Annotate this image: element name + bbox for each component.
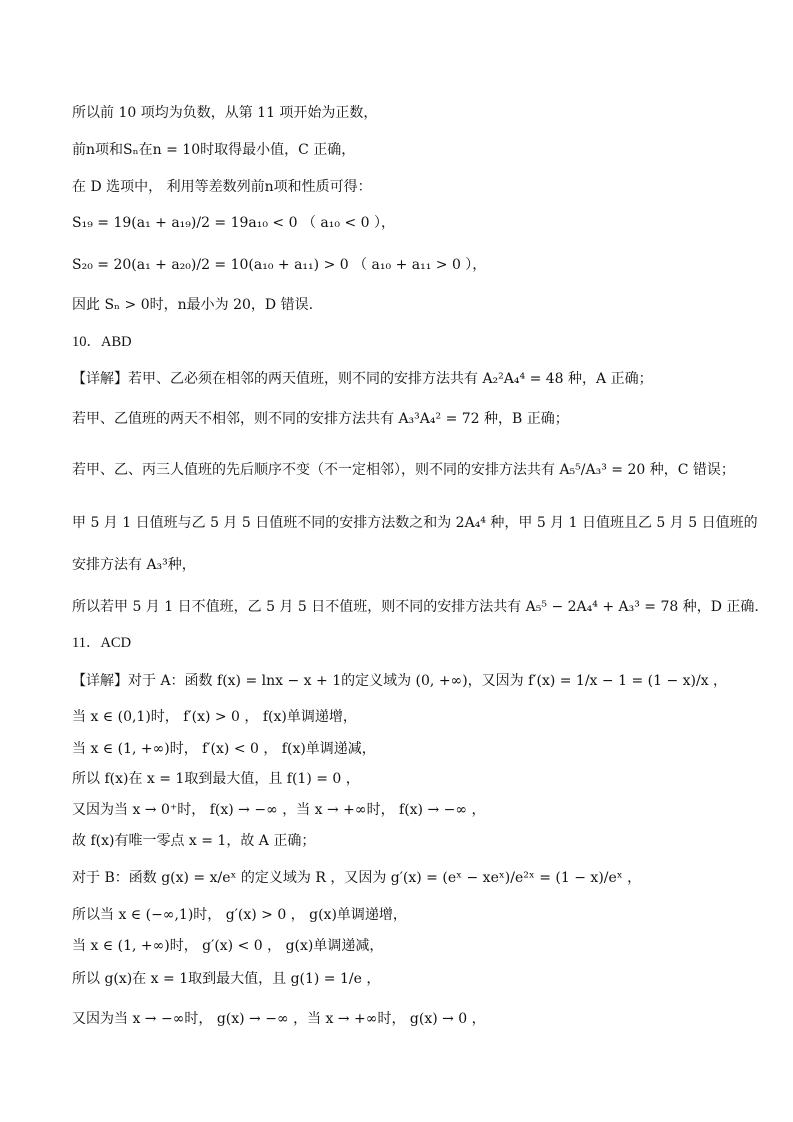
text-line: 所以前 10 项均为负数，从第 11 项开始为正数，	[72, 105, 378, 121]
text-line: 又因为当 x → −∞时， g(x) → −∞ ，当 x → +∞时， g(x) → 0 ，	[72, 1011, 486, 1027]
text-line: 因此 Sₙ > 0时，n最小为 20，D 错误.	[72, 297, 314, 313]
text-line: 又因为当 x → 0⁺时， f(x) → −∞ ，当 x → +∞时， f(x) → −∞ ，	[72, 802, 486, 818]
text-line: 前n项和Sₙ在n = 10时取得最小值，C 正确，	[72, 142, 356, 158]
text-line: 当 x ∈ (1, +∞)时， g′(x) < 0 ， g(x)单调递减，	[72, 938, 384, 954]
text-line: 当 x ∈ (0,1)时， f′(x) > 0 ， f(x)单调递增，	[72, 709, 357, 725]
formula-line: S₂₀ = 20(a₁ + a₂₀)/2 = 10(a₁₀ + a₁₁) > 0 （ a₁₀ + a₁₁ > 0 ），	[72, 257, 487, 273]
answer-heading: 10．ABD	[72, 334, 132, 350]
text-line: 安排方法有 A₃³种，	[72, 557, 196, 573]
formula-line: 【详解】对于 A：函数 f(x) = lnx − x + 1的定义域为 (0, +∞)，又因为 f′(x) = 1/x − 1 = (1 − x)/x ，	[72, 673, 728, 689]
text-line: 故 f(x)有唯一零点 x = 1，故 A 正确；	[72, 833, 316, 849]
text-line: 若甲、乙、丙三人值班的先后顺序不变（不一定相邻），则不同的安排方法共有 A₅⁵/A₃³ = 20 种，C 错误；	[72, 462, 735, 478]
formula-line: 对于 B：函数 g(x) = x/eˣ 的定义域为 R ，又因为 g′(x) = (eˣ − xeˣ)/e²ˣ = (1 − x)/eˣ ，	[72, 870, 642, 886]
text-line: 在 D 选项中， 利用等差数列前n项和性质可得：	[72, 179, 372, 195]
text-line: 【详解】若甲、乙必须在相邻的两天值班，则不同的安排方法共有 A₂²A₄⁴ = 48 种，A 正确；	[72, 371, 653, 387]
text-line: 所以当 x ∈ (−∞,1)时， g′(x) > 0 ， g(x)单调递增，	[72, 907, 407, 923]
answer-heading: 11．ACD	[72, 635, 132, 651]
text-line: 若甲、乙值班的两天不相邻，则不同的安排方法共有 A₃³A₄² = 72 种，B 正确；	[72, 411, 569, 427]
formula-line: 所以 g(x)在 x = 1取到最大值，且 g(1) = 1/e ，	[72, 971, 381, 987]
text-line: 甲 5 月 1 日值班与乙 5 月 5 日值班不同的安排方法数之和为 2A₄⁴ 种，甲 5 月 1 日值班且乙 5 月 5 日值班的	[72, 515, 758, 531]
text-line: 当 x ∈ (1, +∞)时， f′(x) < 0 ， f(x)单调递减，	[72, 741, 376, 757]
formula-line: S₁₉ = 19(a₁ + a₁₉)/2 = 19a₁₀ < 0 （ a₁₀ < 0 ），	[72, 215, 395, 231]
text-line: 所以 f(x)在 x = 1取到最大值，且 f(1) = 0 ，	[72, 771, 360, 787]
text-line: 所以若甲 5 月 1 日不值班，乙 5 月 5 日不值班，则不同的安排方法共有 A₅⁵ − 2A₄⁴ + A₃³ = 78 种，D 正确.	[72, 599, 759, 615]
